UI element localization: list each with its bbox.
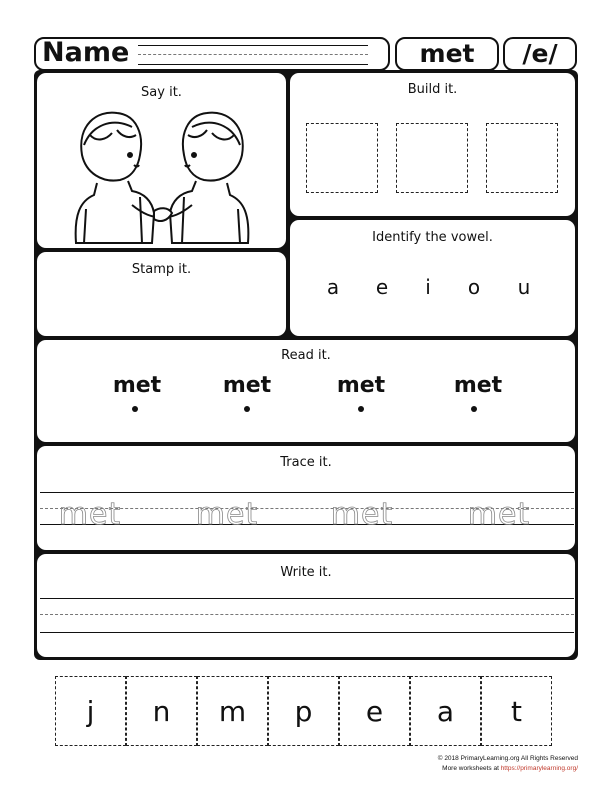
write-mid-line <box>40 614 574 615</box>
trace-word-1[interactable]: met <box>58 497 122 532</box>
letter-tile-j[interactable]: j <box>55 676 126 746</box>
letter-tile-m[interactable]: m <box>197 676 268 746</box>
write-it-title: Write it. <box>280 565 332 580</box>
read-it-title: Read it. <box>281 348 331 363</box>
letter-tile-e[interactable]: e <box>339 676 410 746</box>
stamp-it-panel[interactable] <box>37 252 286 336</box>
vowel-u[interactable]: u <box>517 275 531 299</box>
name-write-line[interactable] <box>138 43 368 67</box>
write-top-line <box>40 598 574 599</box>
read-word-3: met <box>336 373 386 398</box>
trace-word-3[interactable]: met <box>330 497 394 532</box>
vowel-o[interactable]: o <box>467 275 481 299</box>
read-dot-4 <box>471 406 477 412</box>
letter-tile-p[interactable]: p <box>268 676 339 746</box>
target-word: met <box>419 39 475 68</box>
letter-tile-n[interactable]: n <box>126 676 197 746</box>
letter-tile-a[interactable]: a <box>410 676 481 746</box>
build-box-1[interactable] <box>306 123 378 193</box>
build-it-panel <box>290 73 575 216</box>
read-word-1: met <box>112 373 162 398</box>
say-it-panel <box>37 73 286 248</box>
footer-more <box>442 765 578 772</box>
trace-word-4[interactable]: met <box>467 497 531 532</box>
name-label: Name <box>42 37 130 68</box>
read-word-2: met <box>222 373 272 398</box>
say-it-title: Say it. <box>141 85 182 100</box>
write-it-panel[interactable] <box>37 554 575 657</box>
trace-it-title: Trace it. <box>280 455 332 470</box>
read-dot-2 <box>244 406 250 412</box>
build-box-2[interactable] <box>396 123 468 193</box>
stamp-it-title: Stamp it. <box>131 262 192 277</box>
trace-top-line <box>40 492 574 493</box>
two-boys-shaking-hands-icon <box>72 105 252 245</box>
trace-word-2[interactable]: met <box>195 497 259 532</box>
letter-tile-t[interactable]: t <box>481 676 552 746</box>
footer-more-prefix: More worksheets at <box>442 765 501 772</box>
build-box-3[interactable] <box>486 123 558 193</box>
word-box <box>395 37 499 71</box>
read-dot-3 <box>358 406 364 412</box>
write-base-line <box>40 632 574 633</box>
build-it-title: Build it. <box>407 82 458 97</box>
identify-vowel-title: Identify the vowel. <box>372 230 493 245</box>
vowel-i[interactable]: i <box>425 275 431 299</box>
target-sound: /e/ <box>522 39 558 68</box>
vowel-e[interactable]: e <box>375 275 389 299</box>
read-word-4: met <box>453 373 503 398</box>
read-dot-1 <box>132 406 138 412</box>
vowel-a[interactable]: a <box>326 275 340 299</box>
footer-copyright: © 2018 PrimaryLearning.org All Rights Reserved <box>437 755 578 762</box>
name-box <box>34 37 390 71</box>
sound-box <box>503 37 577 71</box>
footer-link[interactable]: https://primarylearning.org/ <box>500 765 578 772</box>
